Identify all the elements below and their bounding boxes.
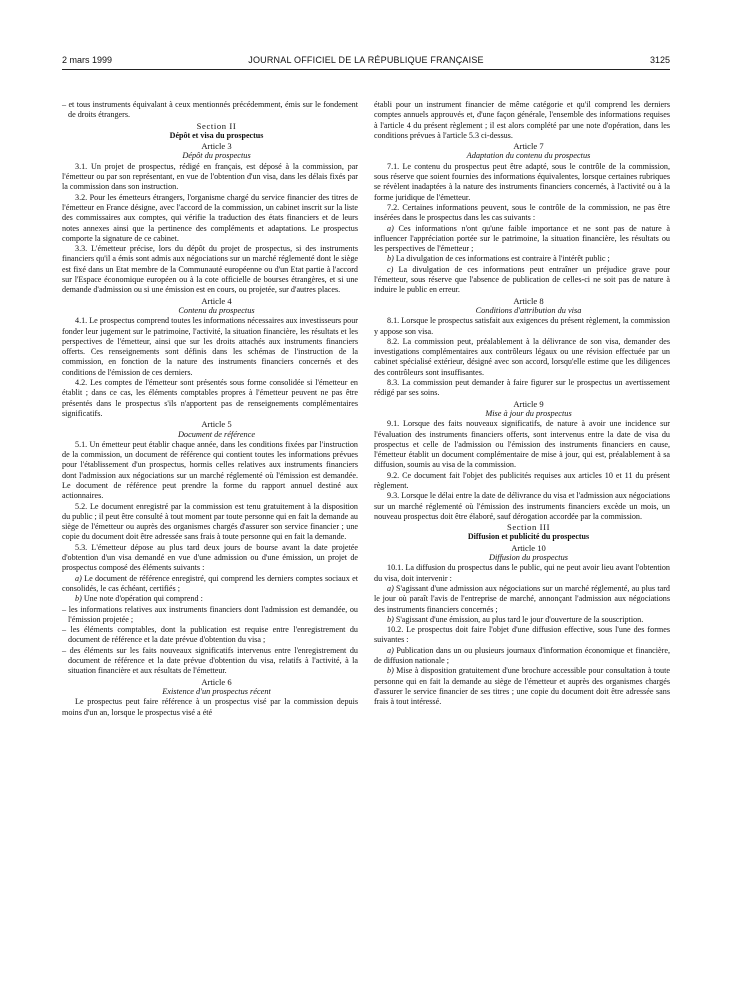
journal-title: JOURNAL OFFICIEL DE LA RÉPUBLIQUE FRANÇAISE xyxy=(248,55,484,65)
article-5-subtitle: Document de référence xyxy=(177,429,256,439)
item-label: b) xyxy=(75,594,82,604)
right-column xyxy=(374,100,670,708)
page-number: 3125 xyxy=(649,55,670,65)
article-3-title: Article 3 xyxy=(201,141,232,152)
paragraph-9-3: 9.3. Lorsque le délai entre la date de délivrance du visa et l'admission aux négociations sur un marché réglementé où l'émission des instruments financiers excède un mois, un nouveau prospectus doit être élaboré, sauf dérogation accordée par la commission. xyxy=(374,491,670,521)
item-7-a xyxy=(374,224,670,255)
item-text: Une note d'opération qui comprend : xyxy=(81,594,203,604)
dash-item-5-2: – les éléments comptables, dont la publication est requise entre l'enregistrement du document de référence et la date prévue d'obtention du visa ; xyxy=(62,625,358,645)
item-label: a) xyxy=(387,583,394,593)
article-6-subtitle: Existence d'un prospectus récent xyxy=(162,686,271,696)
item-label: a) xyxy=(387,223,394,233)
paragraph-3-2: 3.2. Pour les émetteurs étrangers, l'organisme chargé du service financier des titres de l'émetteur en France désigne, avec l'accord de la commission, un cabinet inscrit sur la liste des commissaires aux comptes, qui vérifie la traduction des états financiers et de leurs notes annexes ainsi que la pertinence des compléments et adaptations. Le prospectus comporte la signature de ce cabinet. xyxy=(62,192,358,243)
item-label: b) xyxy=(387,254,394,264)
paragraph-5-3: 5.3. L'émetteur dépose au plus tard deux jours de bourse avant la date projetée d'obtention d'un visa demandé en vue d'une admission ou d'une émission, un projet de prospectus composé des éléments suivants : xyxy=(62,542,358,573)
section-3-subtitle: Diffusion et publicité du prospectus xyxy=(467,532,590,542)
article-4-title: Article 4 xyxy=(201,295,232,306)
item-text: Publication dans un ou plusieurs journaux d'information économique et financière, de diffusion nationale ; xyxy=(374,645,670,666)
article-3-subtitle: Dépôt du prospectus xyxy=(182,151,251,161)
section-2-subtitle: Dépôt et visa du prospectus xyxy=(169,130,264,140)
article-10-subtitle: Diffusion du prospectus xyxy=(489,553,568,563)
item-text: Le document de référence enregistré, qui comprend les derniers comptes sociaux et consolidés, le cas échéant, certifiés ; xyxy=(62,573,358,593)
paragraph-6-1: Le prospectus peut faire référence à un prospectus visé par la commission depuis moins d'un an, lorsque le prospectus visé a été xyxy=(62,697,358,717)
item-10-2-a xyxy=(374,646,670,667)
item-5-a xyxy=(62,574,358,595)
left-column xyxy=(62,100,358,718)
article-6-title: Article 6 xyxy=(201,676,232,687)
item-7-b xyxy=(374,254,670,264)
continued-paragraph: établi pour un instrument financier de même catégorie et qu'il comprend les derniers comptes annuels approuvés et, d'une façon générale, l'ensemble des informations requises à l'article 4 du présent règlement ; il est alors complété par une note d'opération, dans les conditions prévues à l'article 5.3 ci-dessus. xyxy=(374,100,670,140)
paragraph-8-3: 8.3. La commission peut demander à faire figurer sur le prospectus un avertissement rédigé par ses soins. xyxy=(374,378,670,398)
article-10-title: Article 10 xyxy=(511,542,546,553)
article-5-title: Article 5 xyxy=(201,419,232,430)
article-7-subtitle: Adaptation du contenu du prospectus xyxy=(466,151,591,161)
paragraph-8-1: 8.1. Lorsque le prospectus satisfait aux exigences du présent règlement, la commission y appose son visa. xyxy=(374,316,670,336)
item-label: a) xyxy=(387,645,394,655)
page-header xyxy=(62,55,670,70)
item-text: Mise à disposition gratuitement d'une brochure accessible pour consultation à toute personne qui en fait la demande au siège de l'émetteur et auprès des organismes chargés d'assurer le service financier de ses titres ; une copie du document doit être adressée sans frais à tout intéressé. xyxy=(374,666,670,707)
issue-date: 2 mars 1999 xyxy=(62,55,113,65)
dash-item-5-1: – les informations relatives aux instruments financiers dont l'admission est demandée, ou l'émission projetée ; xyxy=(62,604,358,624)
item-text: La divulgation de ces informations peut entraîner un préjudice grave pour l'émetteur, sous réserve que l'absence de publication de celles-ci ne soit pas de nature à induire le public en erreur. xyxy=(374,264,670,295)
item-10-2-b xyxy=(374,666,670,707)
paragraph-9-1: 9.1. Lorsque des faits nouveaux significatifs, de nature à avoir une incidence sur l'évaluation des instruments financiers offerts, sont intervenus entre la date de visa du prospectus et celle de l'admission ou l'émission des instruments financiers en cause, l'émetteur établit un document complémentaire de mise à jour, qui est, préalablement à sa diffusion, soumis au visa de la commission. xyxy=(374,419,670,470)
item-7-c xyxy=(374,265,670,296)
article-7-title: Article 7 xyxy=(513,141,544,152)
article-8-subtitle: Conditions d'attribution du visa xyxy=(475,305,582,315)
paragraph-4-1: 4.1. Le prospectus comprend toutes les informations nécessaires aux investisseurs pour fonder leur jugement sur le patrimoine, l'activité, la situation financière, les résultats et les perspectives de l'émetteur, ainsi que sur les droits attachés aux instruments financiers offerts. Ces renseignements sont définis dans les schémas de l'instruction de la commission, en fonction de la nature des instruments financiers concernés et des conditions de l'émission de ces derniers. xyxy=(62,316,358,377)
article-9-subtitle: Mise à jour du prospectus xyxy=(485,408,572,418)
article-9-title: Article 9 xyxy=(513,398,544,409)
item-text: Ces informations n'ont qu'une faible importance et ne sont pas de nature à influencer l'appréciation portée sur le patrimoine, la situation financière, les résultats ou les perspectives de l'émetteur ; xyxy=(374,223,670,254)
dash-item-5-3: – des éléments sur les faits nouveaux significatifs intervenus entre l'enregistrement du document de référence et la date prévue d'obtention du visa, relatifs à l'activité, à la situation financière et aux résultats de l'émetteur. xyxy=(62,645,358,676)
article-4-subtitle: Contenu du prospectus xyxy=(178,305,255,315)
paragraph-7-1: 7.1. Le contenu du prospectus peut être adapté, sous le contrôle de la commission, sous réserve que soient fournies des informations équivalentes, lorsque certaines rubriques se révèlent inadaptées à la nature des instruments financiers concernés, à l'activité ou à la forme juridique de l'émetteur. xyxy=(374,161,670,202)
paragraph-5-2: 5.2. Le document enregistré par la commission est tenu gratuitement à la disposition du public ; il peut être consulté à tout moment par toute personne qui en fait la demande au siège de l'émetteur ou auprès des organismes chargés d'assurer son service financier ; une copie du document doit être adressée sans frais à toute personne qui en fait la demande. xyxy=(62,501,358,542)
section-3-title: Section III xyxy=(506,522,551,533)
item-text: La divulgation de ces informations est contraire à l'intérêt public ; xyxy=(393,254,610,264)
paragraph-10-2: 10.2. Le prospectus doit faire l'objet d'une diffusion effective, sous l'une des formes suivantes : xyxy=(374,625,670,645)
paragraph-8-2: 8.2. La commission peut, préalablement à la délivrance de son visa, demander des investigations complémentaires aux contrôleurs légaux ou une révision effectuée par un cabinet spécialisé extérieur, désigné avec son accord, lorsqu'elle estime que les diligences des contrôleurs sont insuffisantes. xyxy=(374,336,670,377)
item-text: S'agissant d'une émission, au plus tard le jour d'ouverture de la souscription. xyxy=(393,614,644,624)
item-text: S'agissant d'une admission aux négociations sur un marché réglementé, au plus tard le jour où paraît l'avis de l'entreprise de marché, annonçant l'admission aux négociations des instruments financiers concernés ; xyxy=(374,583,670,614)
item-label: b) xyxy=(387,666,394,676)
paragraph-3-1: 3.1. Un projet de prospectus, rédigé en français, est déposé à la commission, par l'émetteur ou par son représentant, en vue de l'obtention d'un visa, dans les délais fixés par la commission dans son instruction. xyxy=(62,161,358,192)
item-label: c) xyxy=(387,264,394,274)
paragraph-5-1: 5.1. Un émetteur peut établir chaque année, dans les conditions fixées par l'instruction de la commission, un document de référence qui contient toutes les informations prévues pour l'établissement d'un prospectus, hormis celles relatives aux instruments financiers dont l'admission aux négociations sur un marché réglementé où l'émission est demandée. Le document de référence peut prendre la forme du rapport annuel destiné aux actionnaires. xyxy=(62,439,358,501)
paragraph-4-2: 4.2. Les comptes de l'émetteur sont présentés sous forme consolidée si l'émetteur en établit ; dans ce cas, les éléments comptables propres à l'émetteur peuvent ne pas être présentés dans le prospectus s'ils n'apportent pas de renseignements complémentaires significatifs. xyxy=(62,378,358,418)
article-8-title: Article 8 xyxy=(513,295,544,306)
paragraph-10-1: 10.1. La diffusion du prospectus dans le public, qui ne peut avoir lieu avant l'obtention du visa, doit intervenir : xyxy=(374,563,670,583)
item-10-a xyxy=(374,584,670,615)
item-label: a) xyxy=(75,573,82,583)
section-2-title: Section II xyxy=(196,120,237,131)
item-label: b) xyxy=(387,614,394,624)
paragraph-9-2: 9.2. Ce document fait l'objet des publicités requises aux articles 10 et 11 du présent règlement. xyxy=(374,470,670,490)
item-5-b xyxy=(62,594,358,604)
item-10-b xyxy=(374,615,670,625)
intro-paragraph: – et tous instruments équivalant à ceux mentionnés précédemment, émis sur le fondement de droits étrangers. xyxy=(62,100,358,120)
paragraph-7-2: 7.2. Certaines informations peuvent, sous le contrôle de la commission, ne pas être insérées dans le prospectus dans les cas suivants : xyxy=(374,202,670,223)
paragraph-3-3: 3.3. L'émetteur précise, lors du dépôt du projet de prospectus, si des instruments financiers qu'il a émis sont admis aux négociations sur un marché réglementé dont le siège est fixé dans un Etat membre de la Communauté européenne ou d'un Etat partie à l'accord sur l'Espace économique européen ou à la cote officielle de bourses étrangères, et si une demande d'admission ou si une émission est en cours, ou projetée, sur d'autres places. xyxy=(62,244,358,295)
